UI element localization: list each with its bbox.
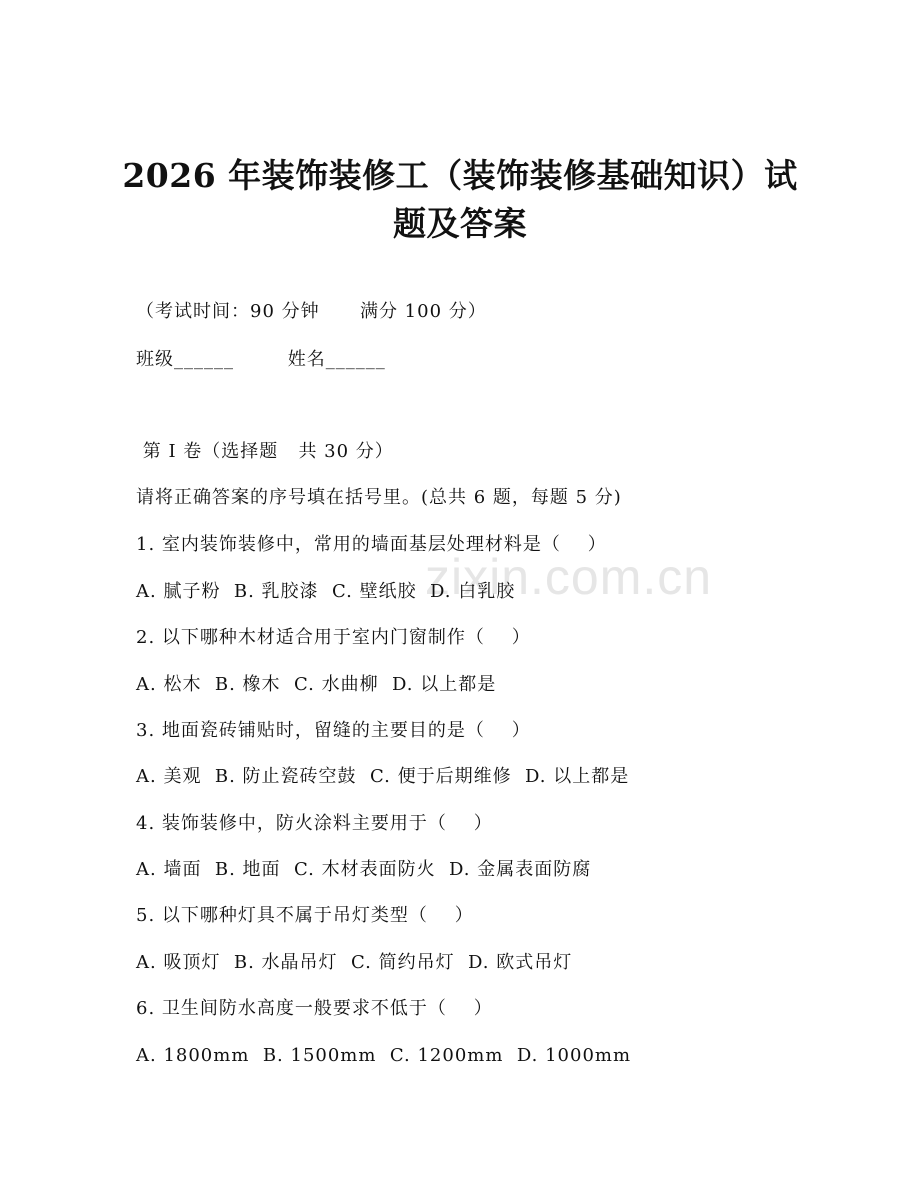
instructions: 请将正确答案的序号填在括号里。(总共 6 题，每题 5 分): [136, 487, 622, 508]
question-5-options: A. 吸顶灯 B. 水晶吊灯 C. 简约吊灯 D. 欧式吊灯: [136, 952, 573, 973]
question-1: 1. 室内装饰装修中，常用的墙面基层处理材料是（ ）: [136, 534, 607, 555]
question-4: 4. 装饰装修中，防火涂料主要用于（ ）: [136, 813, 493, 834]
question-1-options: A. 腻子粉 B. 乳胶漆 C. 壁纸胶 D. 白乳胶: [136, 581, 516, 602]
document-title-line-2: 题及答案: [393, 204, 527, 243]
question-3-options: A. 美观 B. 防止瓷砖空鼓 C. 便于后期维修 D. 以上都是: [136, 766, 630, 787]
watermark: zixin.com.cn: [425, 549, 713, 605]
question-4-options: A. 墙面 B. 地面 C. 木材表面防火 D. 金属表面防腐: [136, 859, 592, 880]
question-3: 3. 地面瓷砖铺贴时，留缝的主要目的是（ ）: [136, 720, 531, 741]
document-title-line-1: 2026 年装饰装修工（装饰装修基础知识）试: [122, 156, 798, 195]
question-6: 6. 卫生间防水高度一般要求不低于（ ）: [136, 998, 493, 1019]
question-2-options: A. 松木 B. 橡木 C. 水曲柳 D. 以上都是: [136, 674, 497, 695]
exam-info: （考试时间：90 分钟 满分 100 分）: [136, 301, 487, 322]
question-5: 5. 以下哪种灯具不属于吊灯类型（ ）: [136, 905, 474, 926]
question-2: 2. 以下哪种木材适合用于室内门窗制作（ ）: [136, 627, 531, 648]
section-header: 第 I 卷（选择题 共 30 分）: [136, 441, 394, 462]
question-6-options: A. 1800mm B. 1500mm C. 1200mm D. 1000mm: [136, 1045, 632, 1066]
class-name-fields: 班级______ 姓名______: [136, 349, 386, 370]
